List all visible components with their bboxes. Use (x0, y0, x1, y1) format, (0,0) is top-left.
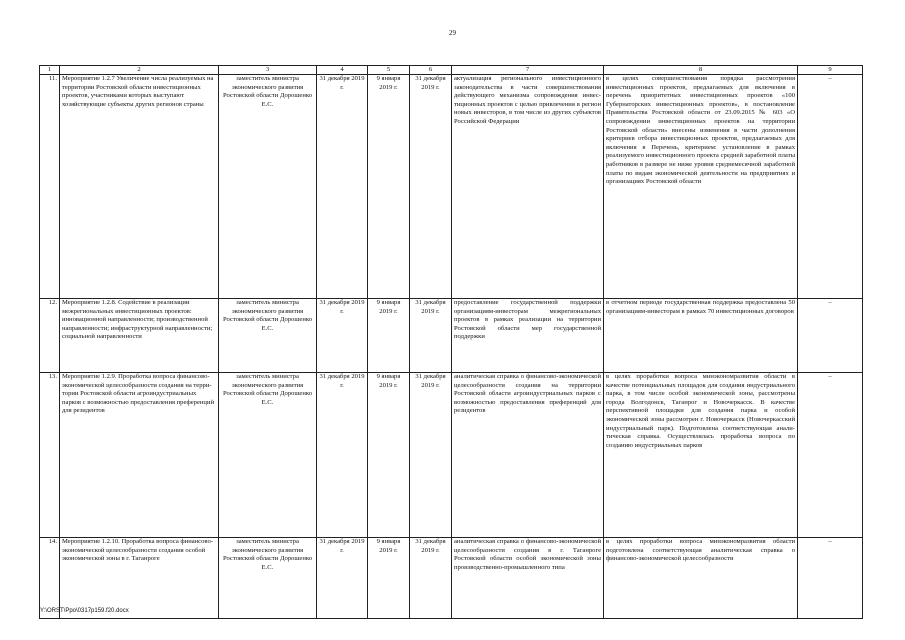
column-number: 4 (317, 66, 368, 75)
responsible-person: заместитель министра экономического развития Ростовской области Дорошенко Е.С. (219, 75, 317, 299)
event-name: Мероприятие 1.2.8. Содействие в реализации межрегиональных инвестиционных проектов: инновационной направленности; производственной направленности; инфраструктурной направленности; социальной направленности (60, 299, 219, 373)
responsible-person: заместитель министра экономического развития Ростовской области Дорошенко Е.С. (219, 299, 317, 373)
actual-start-date: 9 января 2019 г. (368, 538, 410, 619)
row-number: 13. (40, 373, 60, 538)
reasons: – (798, 75, 863, 299)
page-number: 29 (449, 29, 456, 37)
responsible-person: заместитель министра экономического развития Ростовской области Дорошенко Е.С. (219, 538, 317, 619)
row-number: 12. (40, 299, 60, 373)
expected-result: актуализация регионального инвестиционного законодательства в части совершенствования действующего механизма сопровождения инвестиционных проектов с целью привлечения в регион новых инвесторов, в том числе из других субъектов Российской Федерации (452, 75, 604, 299)
table-row (40, 538, 863, 619)
column-number: 8 (604, 66, 798, 75)
expected-result: предоставление государственной поддержки организациям-инвесторам межрегиональных проектов в рамках реализации на территории Ростовской области мер государственной поддержки (452, 299, 604, 373)
actual-end-date: 31 декабря 2019 г. (410, 373, 452, 538)
column-number: 6 (410, 66, 452, 75)
report-table (39, 65, 863, 619)
column-number: 2 (60, 66, 219, 75)
actual-result: в целях проработки вопроса минэкономразвития области подготовлена соответствующая аналитическая справка о финансово-экономической целесообразности (604, 538, 798, 619)
table-row (40, 299, 863, 373)
actual-start-date: 9 января 2019 г. (368, 373, 410, 538)
expected-result: аналитическая справка о финансово-экономической целесообразности создания в г. Таганроге Ростовской области особой экономической зоны производственно-промышленного типа (452, 538, 604, 619)
actual-result: в целях совершенствования порядка рассмотрения инвестиционных проектов, предлагаемых для включения в перечень приоритетных инвестиционных проектов «100 Губернаторских инвестиционных проектов», в постановление Правительства Ростовской области от 23.09.2015 № 603 «О сопровождении инвестиционных проектов на территории Ростовской области» внесены изменения в части дополнения критериев отбора инвестиционных проектов, предлагаемых для включения в Перечень, критерием: установление в рамках реализуемого инвестиционного проекта средней заработной платы работников в размере не ниже уровня среднемесячной заработной платы по видам экономической деятельности на предприятиях и организациях Ростовской области (604, 75, 798, 299)
table-row (40, 75, 863, 299)
actual-end-date: 31 декабря 2019 г. (410, 299, 452, 373)
responsible-person: заместитель министра экономического развития Ростовской области Дорошенко Е.С. (219, 373, 317, 538)
actual-start-date: 9 января 2019 г. (368, 75, 410, 299)
table-row (40, 373, 863, 538)
event-name: Мероприятие 1.2.10. Проработка вопроса финансово-экономической целесообразности создания особой экономической зоны в г. Таганроге (60, 538, 219, 619)
row-number: 11. (40, 75, 60, 299)
expected-result: аналитическая справка о финансово-экономической целесообразности создания на территории Ростовской области агроиндустриальных парков с возможностью предоставления преференций для резидентов (452, 373, 604, 538)
column-number: 5 (368, 66, 410, 75)
actual-result: в целях проработки вопроса минэкономразвития области в качестве потенциальных площадок для создания индустриального парка, в том числе особой экономической зоны, рассмотрены города Волгодонск, Таганрог и Новочеркасск. В качестве перспективной площадки для создания парка и особой экономической зоны рассмотрен г. Новочеркасск (Новочеркасский индустриальный парк). Подготовлена соответствующая аналитическая справка. Осуществлялась проработка вопроса по созданию индустриальных парков (604, 373, 798, 538)
actual-start-date: 9 января 2019 г. (368, 299, 410, 373)
actual-result: в отчетном периоде государственная поддержка предоставлена 50 организациям-инвесторам в рамках 70 инвестиционных договоров (604, 299, 798, 373)
event-name: Мероприятие 1.2.7 Увеличение числа реализуемых на территории Ростовской области инвестиционных проектов, участниками которых выступают хозяйствующие субъекты других регионов страны (60, 75, 219, 299)
reasons: – (798, 373, 863, 538)
planned-date: 31 декабря 2019 г. (317, 75, 368, 299)
row-number: 14. (40, 538, 60, 619)
planned-date: 31 декабря 2019 г. (317, 299, 368, 373)
document-file-path: Y:\ORST\Ppo\0317p159.f20.docx (40, 608, 129, 614)
actual-end-date: 31 декабря 2019 г. (410, 538, 452, 619)
column-number: 3 (219, 66, 317, 75)
column-number: 7 (452, 66, 604, 75)
event-name: Мероприятие 1.2.9. Проработка вопроса финансово-экономической целесообразности создания на территории Ростовской области агроиндустриальных парков с возможностью предоставления преференций для резидентов (60, 373, 219, 538)
planned-date: 31 декабря 2019 г. (317, 538, 368, 619)
planned-date: 31 декабря 2019 г. (317, 373, 368, 538)
column-number-row (40, 66, 863, 75)
column-number: 1 (40, 66, 60, 75)
actual-end-date: 31 декабря 2019 г. (410, 75, 452, 299)
reasons: – (798, 299, 863, 373)
reasons: – (798, 538, 863, 619)
column-number: 9 (798, 66, 863, 75)
